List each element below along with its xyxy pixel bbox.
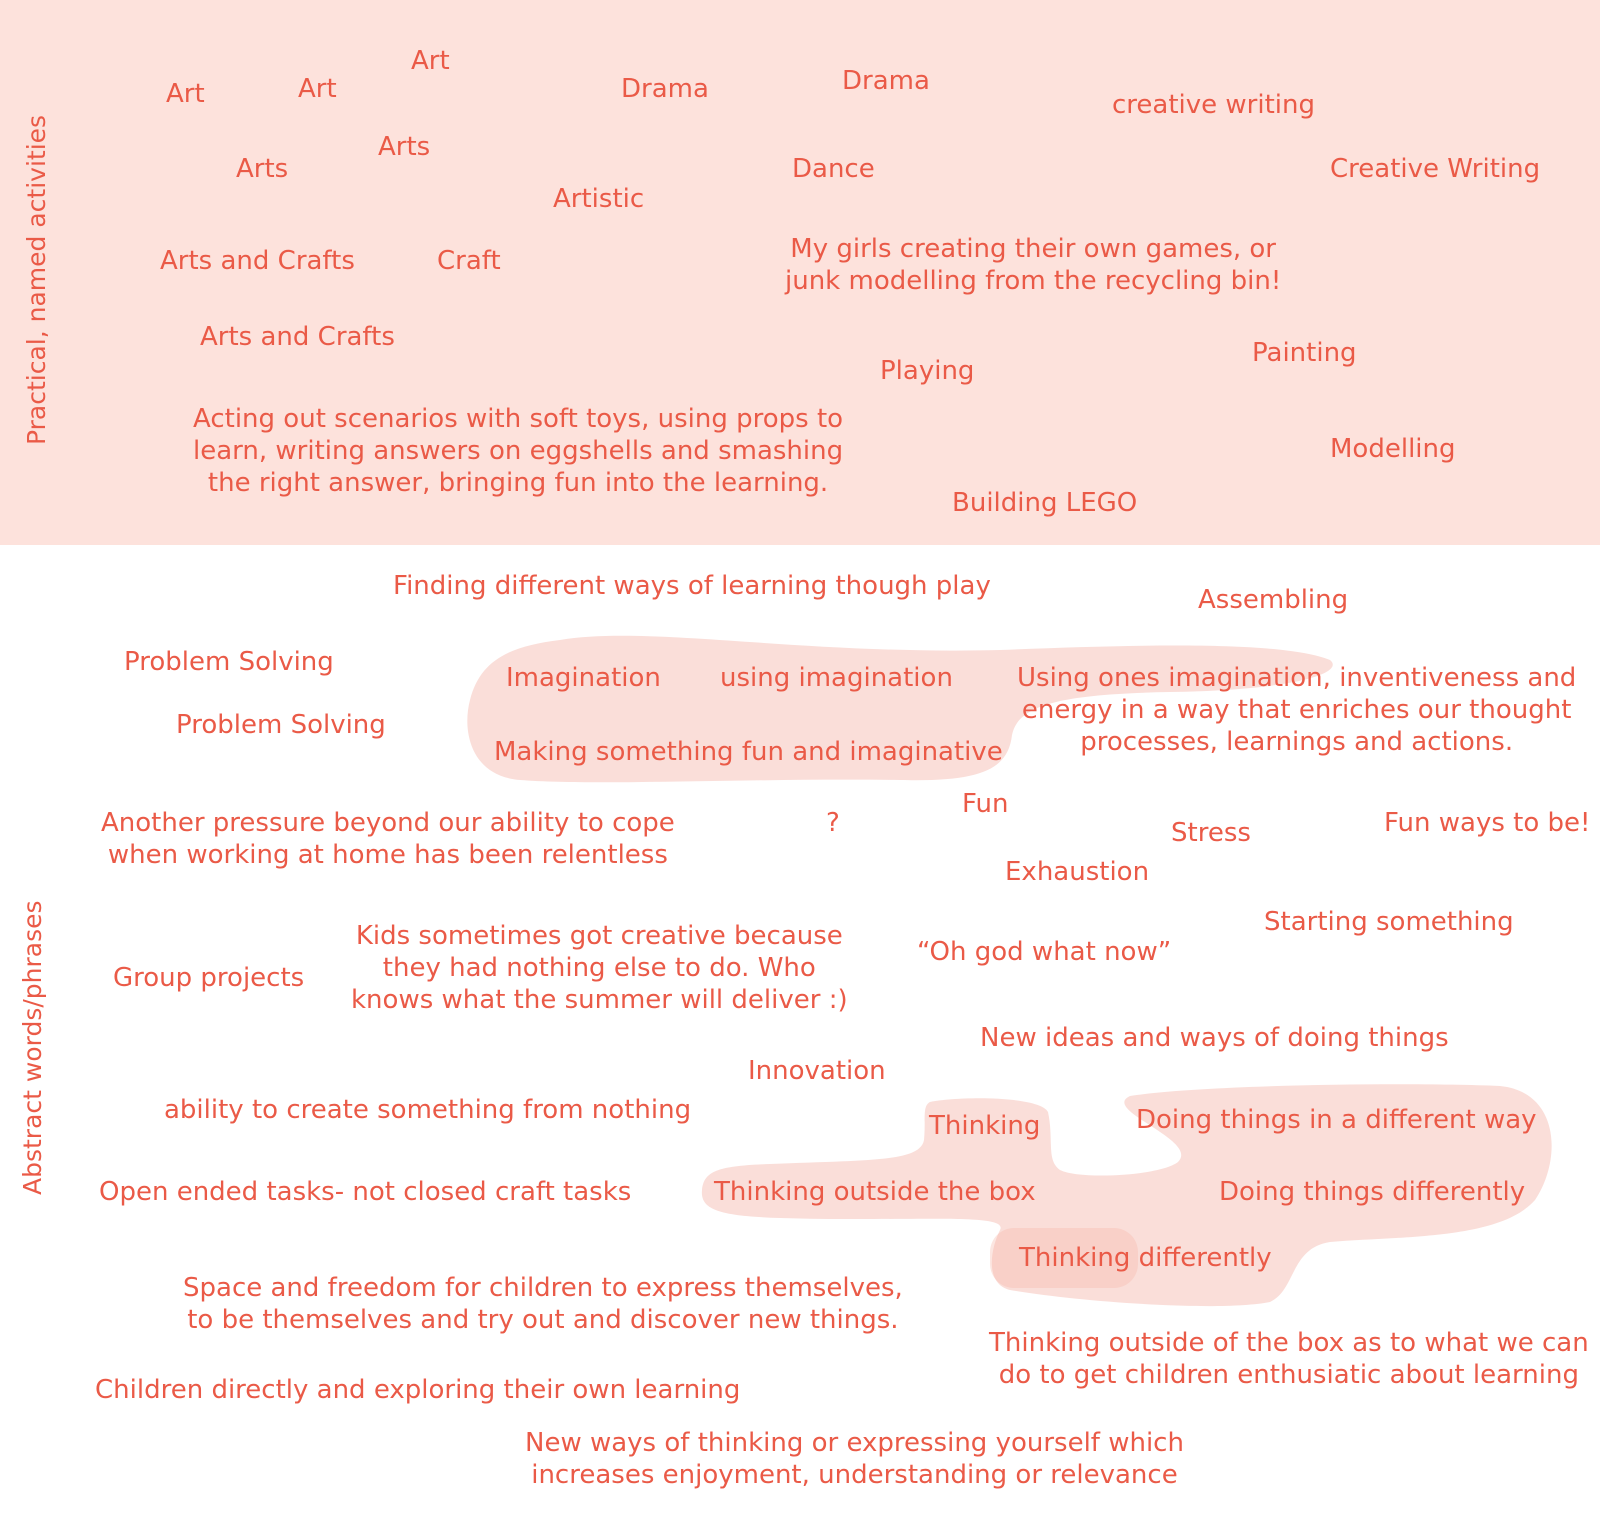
- phrase-doing-different-way: Doing things in a different way: [1136, 1105, 1537, 1135]
- word-problem-solving: Problem Solving: [124, 647, 334, 677]
- word-craft: Craft: [437, 246, 501, 276]
- word-arts-and-crafts: Arts and Crafts: [160, 246, 355, 276]
- word-problem-solving: Problem Solving: [176, 710, 386, 740]
- phrase-using-ones-imagination: Using ones imagination, inventiveness and energy in a way that enriches our thought processes, learnings and actions.: [1017, 663, 1577, 757]
- phrase-acting-out: Acting out scenarios with soft toys, using props to learn, writing answers on eggshells and smashing the right answer, bringing fun into the learning.: [193, 404, 844, 498]
- word-drama: Drama: [842, 66, 930, 96]
- word-art: Art: [298, 74, 337, 104]
- word-artistic: Artistic: [553, 184, 645, 214]
- word-building-lego: Building LEGO: [952, 488, 1138, 518]
- word-painting: Painting: [1252, 338, 1357, 368]
- phrase-open-ended: Open ended tasks- not closed craft tasks: [99, 1177, 632, 1207]
- word-assembling: Assembling: [1198, 585, 1349, 615]
- phrase-another-pressure: Another pressure beyond our ability to cope when working at home has been relentless: [101, 808, 675, 870]
- phrase-finding-ways: Finding different ways of learning though play: [393, 571, 991, 601]
- phrase-children-directly: Children directly and exploring their own learning: [95, 1375, 741, 1405]
- word-art: Art: [166, 79, 205, 109]
- phrase-thinking-outside-box: Thinking outside the box: [714, 1177, 1036, 1207]
- word-drama: Drama: [621, 74, 709, 104]
- word-exhaustion: Exhaustion: [1005, 857, 1150, 887]
- phrase-starting-something: Starting something: [1264, 907, 1514, 937]
- word-art: Art: [411, 46, 450, 76]
- phrase-kids-creative: Kids sometimes got creative because they had nothing else to do. Who knows what the summer will deliver :): [351, 921, 848, 1015]
- axis-label-abstract: Abstract words/phrases: [18, 900, 47, 1195]
- phrase-thinking-outside-of-box: Thinking outside of the box as to what we can do to get children enthusiatic about learning: [989, 1328, 1589, 1390]
- phrase-thinking-differently: Thinking differently: [1019, 1243, 1272, 1273]
- word-stress: Stress: [1171, 818, 1251, 848]
- word-arts-and-crafts: Arts and Crafts: [200, 322, 395, 352]
- word-imagination: Imagination: [506, 663, 661, 693]
- word-creative-writing: Creative Writing: [1330, 154, 1541, 184]
- phrase-space-freedom: Space and freedom for children to express themselves, to be themselves and try out and discover new things.: [183, 1273, 903, 1335]
- word-fun: Fun: [962, 789, 1009, 819]
- phrase-new-ideas: New ideas and ways of doing things: [980, 1023, 1449, 1053]
- phrase-group-projects: Group projects: [113, 963, 305, 993]
- word-thinking: Thinking: [929, 1111, 1041, 1141]
- word-arts: Arts: [236, 154, 289, 184]
- word-modelling: Modelling: [1330, 434, 1456, 464]
- phrase-fun-ways: Fun ways to be!: [1384, 808, 1591, 838]
- axis-label-practical: Practical, named activities: [22, 114, 51, 445]
- phrase-oh-god: “Oh god what now”: [917, 937, 1172, 967]
- phrase-new-ways: New ways of thinking or expressing yourself which increases enjoyment, understanding or relevance: [525, 1428, 1184, 1490]
- word-dance: Dance: [792, 154, 875, 184]
- word-arts: Arts: [378, 132, 431, 162]
- phrase-making-fun: Making something fun and imaginative: [494, 737, 1003, 767]
- phrase-girls-games: My girls creating their own games, or junk modelling from the recycling bin!: [785, 234, 1282, 296]
- phrase-create-from-nothing: ability to create something from nothing: [164, 1095, 692, 1125]
- phrase-using-imagination: using imagination: [720, 663, 953, 693]
- word-playing: Playing: [880, 356, 975, 386]
- word-creative-writing: creative writing: [1112, 90, 1315, 120]
- word-question-mark: ?: [826, 808, 840, 838]
- word-innovation: Innovation: [748, 1056, 886, 1086]
- phrase-doing-differently: Doing things differently: [1219, 1177, 1526, 1207]
